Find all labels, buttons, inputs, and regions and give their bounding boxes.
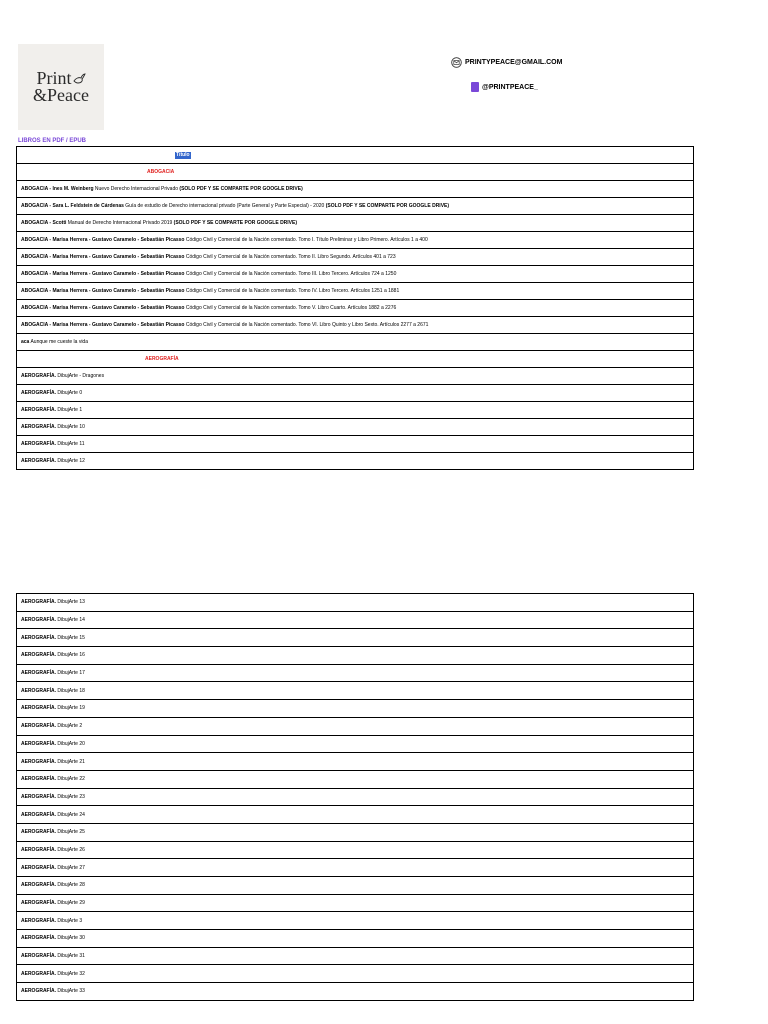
table-cell [17, 682, 694, 700]
category-label: AEROGRAFÍA [145, 356, 179, 362]
book-title: DibujArte 31 [56, 953, 85, 960]
print-and-peace-logo [18, 44, 104, 130]
table-cell [17, 402, 694, 419]
book-title: DibujArte 21 [56, 758, 85, 765]
book-title: Código Civil y Comercial de la Nación comentado. Tomo V. Libro Cuarto. Artículos 1882 a 2276 [184, 305, 397, 311]
book-title: Código Civil y Comercial de la Nación comentado. Tomo IV. Libro Tercero. Artículos 1251 a 1881 [184, 288, 400, 294]
table-cell [17, 300, 694, 317]
table-cell [17, 859, 694, 877]
table-cell [17, 912, 694, 930]
book-author: AEROGRAFÍA. [21, 670, 56, 677]
table-cell [17, 717, 694, 735]
book-title: Código Civil y Comercial de la Nación comentado. Tomo VI. Libro Quinto y Libro Sexto. Artículos 2277 a 2671 [184, 322, 429, 328]
table-row [17, 983, 694, 1001]
table-row [17, 753, 694, 771]
email-circle-icon [451, 57, 462, 68]
table-cell [17, 436, 694, 453]
table-cell [17, 965, 694, 983]
book-title: DibujArte 15 [56, 634, 85, 641]
book-author: AEROGRAFÍA. [21, 424, 56, 430]
book-title: DibujArte 26 [56, 846, 85, 853]
table-cell [17, 930, 694, 948]
book-author: AEROGRAFÍA. [21, 687, 56, 694]
book-author: AEROGRAFÍA. [21, 758, 56, 765]
book-title: Manual de Derecho Internacional Privado 2019 [66, 220, 174, 226]
book-title: DibujArte - Dragones [56, 373, 105, 379]
table-row [17, 735, 694, 753]
book-author: ABOGACIA - Ines M. Weinberg [21, 186, 94, 192]
table-cell [17, 611, 694, 629]
table-row [17, 700, 694, 718]
table-row [17, 965, 694, 983]
table-row [17, 283, 694, 300]
table-row [17, 198, 694, 215]
book-title: DibujArte 18 [56, 687, 85, 694]
table-row [17, 930, 694, 948]
book-author: AEROGRAFÍA. [21, 811, 56, 818]
book-author: ABOGACIA - Marisa Herrera - Gustavo Caramelo - Sebastián Picasso [21, 305, 185, 311]
table-cell [17, 770, 694, 788]
table-cell [17, 735, 694, 753]
book-author: ABOGACIA - Marisa Herrera - Gustavo Caramelo - Sebastián Picasso [21, 254, 185, 260]
table-row [17, 894, 694, 912]
book-title: DibujArte 3 [56, 917, 83, 924]
table-row [17, 912, 694, 930]
table-row [17, 181, 694, 198]
book-author: AEROGRAFÍA. [21, 882, 56, 889]
book-title: DibujArte 24 [56, 811, 85, 818]
book-author: AEROGRAFÍA. [21, 864, 56, 871]
table-cell [17, 215, 694, 232]
book-note: (SOLO PDF Y SE COMPARTE POR GOOGLE DRIVE) [179, 186, 303, 192]
book-author: AEROGRAFÍA. [21, 390, 56, 396]
table-cell [17, 351, 694, 368]
book-author: AEROGRAFÍA. [21, 776, 56, 783]
category-row [17, 164, 694, 181]
table-cell [17, 317, 694, 334]
table-cell [17, 647, 694, 665]
book-title: DibujArte 30 [56, 935, 85, 942]
table-row [17, 368, 694, 385]
book-title: DibujArte 11 [56, 441, 85, 447]
table-cell [17, 664, 694, 682]
book-author: ABOGACIA - Sara L. Feldstein de Cárdenas [21, 203, 124, 209]
table-cell [17, 368, 694, 385]
contact-email[interactable] [451, 57, 562, 68]
book-title: Código Civil y Comercial de la Nación comentado. Tomo II. Libro Segundo. Artículos 401 a 723 [184, 254, 396, 260]
table-row [17, 436, 694, 453]
book-title: DibujArte 25 [56, 829, 85, 836]
table-row [17, 947, 694, 965]
table-cell [17, 806, 694, 824]
table-row [17, 629, 694, 647]
book-author: ABOGACIA - Marisa Herrera - Gustavo Caramelo - Sebastián Picasso [21, 271, 185, 277]
book-author: AEROGRAFÍA. [21, 373, 56, 379]
book-author: AEROGRAFÍA. [21, 953, 56, 960]
table-row [17, 249, 694, 266]
table-row [17, 682, 694, 700]
book-title: DibujArte 12 [56, 458, 85, 464]
table-row [17, 664, 694, 682]
table-row [17, 334, 694, 351]
table-cell [17, 453, 694, 470]
book-title: DibujArte 32 [56, 970, 85, 977]
logo-text-line1: Print [36, 68, 72, 88]
book-title: DibujArte 20 [56, 740, 85, 747]
table-row [17, 453, 694, 470]
book-title: DibujArte 22 [56, 776, 85, 783]
table-cell [17, 283, 694, 300]
book-title: DibujArte 13 [56, 599, 85, 606]
book-note: (SOLO PDF Y SE COMPARTE POR GOOGLE DRIVE) [173, 220, 298, 226]
book-author: AEROGRAFÍA. [21, 935, 56, 942]
table-row [17, 877, 694, 895]
book-author: AEROGRAFÍA. [21, 846, 56, 853]
table-cell [17, 198, 694, 215]
table-row [17, 859, 694, 877]
table-row [17, 385, 694, 402]
table-row [17, 717, 694, 735]
table-row [17, 266, 694, 283]
book-title: Código Civil y Comercial de la Nación comentado. Tomo I. Título Preliminar y Libro Primero. Artículos 1 a 400 [184, 237, 428, 243]
book-author: AEROGRAFÍA. [21, 652, 56, 659]
book-author: ABOGACIA - Marisa Herrera - Gustavo Caramelo - Sebastián Picasso [21, 322, 185, 328]
table-row [17, 823, 694, 841]
table-cell [17, 983, 694, 1001]
instagram-icon [471, 82, 479, 92]
book-title: DibujArte 2 [56, 723, 83, 730]
table-row [17, 647, 694, 665]
book-author: AEROGRAFÍA. [21, 723, 56, 730]
section-label: LIBROS EN PDF / EPUB [18, 138, 87, 144]
table-cell [17, 877, 694, 895]
book-author: ABOGACIA - Scotti [21, 220, 67, 226]
table-cell [17, 419, 694, 436]
table-cell [17, 232, 694, 249]
category-label: ABOGACIA [147, 169, 175, 175]
book-note: (SOLO PDF Y SE COMPARTE POR GOOGLE DRIVE) [325, 203, 450, 209]
books-table-page1 [16, 146, 694, 470]
table-cell [17, 753, 694, 771]
book-title: DibujArte 19 [56, 705, 85, 712]
book-title: DibujArte 27 [56, 864, 85, 871]
book-author: AEROGRAFÍA. [21, 900, 56, 907]
table-cell [17, 249, 694, 266]
book-author: AEROGRAFÍA. [21, 407, 56, 413]
table-header-row [17, 147, 694, 164]
category-row [17, 351, 694, 368]
table-cell [17, 181, 694, 198]
book-author: AEROGRAFÍA. [21, 441, 56, 447]
book-author: AEROGRAFÍA. [21, 917, 56, 924]
table-cell [17, 385, 694, 402]
table-cell [17, 164, 694, 181]
table-row [17, 594, 694, 612]
book-title: DibujArte 17 [56, 670, 85, 677]
table-row [17, 788, 694, 806]
email-text: PRINTYPEACE@GMAIL.COM [465, 59, 563, 66]
table-cell [17, 841, 694, 859]
book-title: DibujArte 33 [56, 988, 85, 995]
table-cell [17, 788, 694, 806]
book-author: AEROGRAFÍA. [21, 705, 56, 712]
book-title: DibujArte 28 [56, 882, 85, 889]
logo-text-line2: &Peace [33, 85, 89, 105]
book-title: DibujArte 16 [56, 652, 85, 659]
table-row [17, 770, 694, 788]
book-title: DibujArte 10 [56, 424, 85, 430]
book-author: AEROGRAFÍA. [21, 617, 56, 624]
table-cell [17, 629, 694, 647]
book-author: ABOGACIA - Marisa Herrera - Gustavo Caramelo - Sebastián Picasso [21, 288, 185, 294]
table-row [17, 317, 694, 334]
book-title: DibujArte 29 [56, 900, 85, 907]
book-author: AEROGRAFÍA. [21, 988, 56, 995]
book-title: Código Civil y Comercial de la Nación comentado. Tomo III. Libro Tercero. Artículos 724 a 1250 [184, 271, 397, 277]
books-table-page2 [16, 593, 694, 1001]
book-author: AEROGRAFÍA. [21, 829, 56, 836]
table-row [17, 232, 694, 249]
table-header-cell [17, 147, 694, 164]
book-author: AEROGRAFÍA. [21, 458, 56, 464]
dove-icon [73, 73, 86, 84]
table-row [17, 402, 694, 419]
table-row [17, 611, 694, 629]
table-row [17, 841, 694, 859]
book-author: AEROGRAFÍA. [21, 793, 56, 800]
book-author: ABOGACIA - Marisa Herrera - Gustavo Caramelo - Sebastián Picasso [21, 237, 185, 243]
book-author: AEROGRAFÍA. [21, 740, 56, 747]
book-title: DibujArte 23 [56, 793, 85, 800]
book-author: AEROGRAFÍA. [21, 599, 56, 606]
table-cell [17, 947, 694, 965]
book-author: AEROGRAFÍA. [21, 970, 56, 977]
contact-instagram[interactable] [471, 82, 538, 92]
book-title: Guía de estudio de Derecho internacional privado (Parte General y Parte Especial) - 2020 [123, 203, 326, 209]
table-row [17, 300, 694, 317]
title-header: Título [176, 152, 190, 158]
book-author: aca [21, 339, 30, 345]
instagram-handle: @PRINTPEACE_ [482, 83, 538, 91]
table-row [17, 215, 694, 232]
book-author: AEROGRAFÍA. [21, 634, 56, 641]
book-title: DibujArte 1 [56, 407, 83, 413]
table-row [17, 806, 694, 824]
book-title: DibujArte 0 [56, 390, 83, 396]
book-title: Nuevo Derecho Internacional Privado [93, 186, 180, 192]
table-cell [17, 266, 694, 283]
table-row [17, 419, 694, 436]
table-cell [17, 594, 694, 612]
book-title: DibujArte 14 [56, 617, 85, 624]
table-cell [17, 700, 694, 718]
table-cell [17, 823, 694, 841]
book-title: Aunque me cueste la vida [29, 339, 88, 345]
table-cell [17, 894, 694, 912]
table-cell [17, 334, 694, 351]
